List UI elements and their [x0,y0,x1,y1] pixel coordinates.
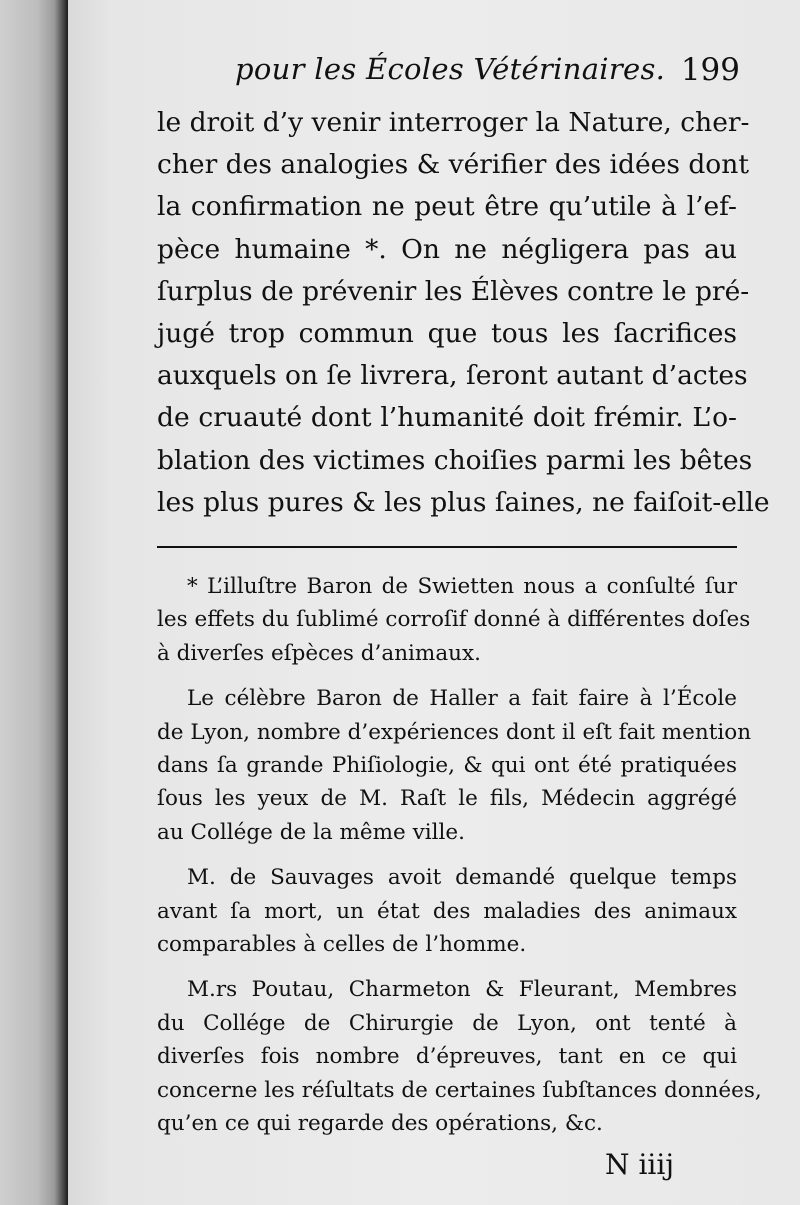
text-line: auxquels on ſe livrera, ſeront autant d’actes [157,360,748,392]
footnote-line: de Lyon, nombre d’expériences dont il eſt fait mention [157,719,752,745]
footnote-line: au Collége de la même ville. [157,819,465,845]
footnote-paragraph [157,570,751,670]
footnote-line: concerne les réſultats de certaines ſubſtances données, [157,1077,762,1103]
footnote-paragraph [157,682,752,849]
footnote-separator [157,546,737,548]
text-line: la confirmation ne peut être qu’utile à l’ef- [157,191,737,223]
text-line: pèce humaine *. On ne négligera pas au [157,233,737,265]
footnote-line: les effets du ſublimé corroſif donné à différentes doſes [157,607,751,633]
text-line: blation des victimes choiſies parmi les bêtes [157,444,753,476]
running-title: pour les Écoles Vétérinaires. [235,52,666,86]
main-text [157,102,770,524]
facing-page-edge [0,0,68,1205]
footnote-line: M.rs Poutau, Charmeton & Fleurant, Membres [187,977,737,1003]
footnote-line: ſous les yeux de M. Raſt le fils, Médecin aggrégé [157,786,737,812]
text-line: de cruauté dont l’humanité doit frémir. L’o- [157,402,737,434]
text-line: jugé trop commun que tous les ſacrifices [157,318,737,350]
text-line: cher des analogies & vérifier des idées dont [157,149,749,181]
footnote-line: avant ſa mort, un état des maladies des animaux [157,898,737,924]
footnote-paragraph [157,861,737,961]
footnote-line: dans ſa grande Phiſiologie, & qui ont été pratiquées [157,753,737,779]
page-header [165,52,740,92]
footnote-line: diverſes fois nombre d’épreuves, tant en ce qui [157,1044,737,1070]
footnote-line: à diverſes eſpèces d’animaux. [157,640,481,666]
footnote-line: comparables à celles de l’homme. [157,932,527,958]
page-number: 199 [680,52,740,88]
text-line: le droit d’y venir interroger la Nature, cher- [157,107,750,138]
text-line: ſurplus de prévenir les Élèves contre le pré- [157,275,750,307]
footnote-line: du Collége de Chirurgie de Lyon, ont tenté à [157,1010,737,1036]
footnote-line: qu’en ce qui regarde des opérations, &c. [157,1111,603,1137]
signature-mark: N iiij [605,1148,674,1181]
footnote-paragraph [157,973,762,1140]
footnote-line: * L’illuſtre Baron de Swietten nous a conſulté ſur [187,574,737,599]
text-line: les plus pures & les plus ſaines, ne faiſoit-elle [157,486,770,518]
footnotes [157,570,762,1153]
footnote-line: M. de Sauvages avoit demandé quelque temps [187,865,737,891]
footnote-line: Le célèbre Baron de Haller a fait faire à l’École [187,686,737,712]
